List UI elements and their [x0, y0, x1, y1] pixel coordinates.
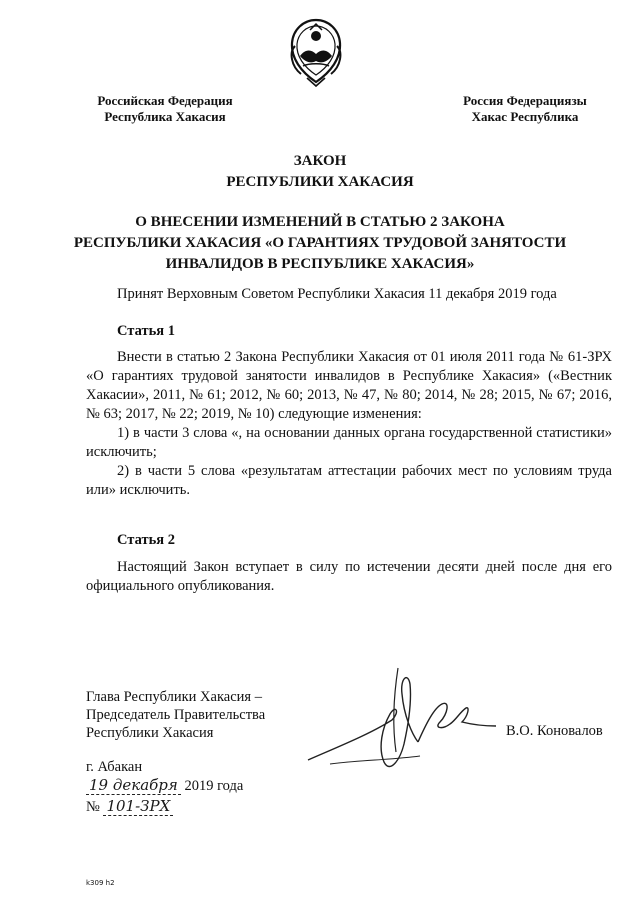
header-right	[440, 93, 610, 125]
header-right-country: Россия Федерациязы	[463, 93, 587, 108]
signer-title	[86, 688, 265, 742]
handwritten-signature	[300, 664, 500, 776]
number-sign: №	[86, 799, 100, 815]
law-number	[86, 797, 173, 816]
signer-title-line2: Председатель Правительства	[86, 707, 266, 723]
document-title-line2: РЕСПУБЛИКИ ХАКАСИЯ	[226, 174, 414, 190]
place-of-signing: г. Абакан	[86, 759, 143, 775]
header-left-region: Республика Хакасия	[104, 109, 226, 124]
article-2-body	[86, 558, 612, 596]
law-subject-line2: РЕСПУБЛИКИ ХАКАСИЯ «О ГАРАНТИЯХ ТРУДОВОЙ ЗАНЯТОСТИ	[73, 235, 567, 251]
handwritten-number: 101-ЗРХ	[103, 797, 173, 816]
article-1-heading: Статья 1	[117, 323, 175, 339]
signer-title-line1: Глава Республики Хакасия –	[86, 689, 262, 705]
article-2-heading: Статья 2	[117, 532, 175, 548]
article-1-item-1: 1) в части 3 слова «, на основании данных органа государственной статистики» исключить;	[86, 425, 612, 460]
coat-of-arms-emblem	[283, 16, 349, 88]
date-year: 2019 года	[184, 778, 244, 794]
document-title	[40, 151, 600, 193]
header-right-region: Хакас Республика	[471, 109, 579, 124]
law-subject-line3: ИНВАЛИДОВ В РЕСПУБЛИКЕ ХАКАСИЯ»	[165, 256, 475, 272]
law-subject-line1: О ВНЕСЕНИИ ИЗМЕНЕНИЙ В СТАТЬЮ 2 ЗАКОНА	[135, 214, 505, 230]
document-code: k309 h2	[86, 879, 115, 887]
signing-date	[86, 776, 243, 795]
header-left	[80, 93, 250, 125]
header-left-country: Российская Федерация	[97, 93, 233, 108]
law-subject	[40, 212, 600, 275]
signer-title-line3: Республики Хакасия	[86, 725, 214, 741]
article-2-text: Настоящий Закон вступает в силу по истечении десяти дней после дня его официального опубликования.	[86, 559, 612, 594]
article-1-body	[86, 348, 612, 500]
signer-name: В.О. Коновалов	[506, 723, 603, 739]
handwritten-date: 19 декабря	[86, 776, 181, 795]
article-1-item-2: 2) в части 5 слова «результатам аттестации рабочих мест по условиям труда или» исключить.	[86, 463, 612, 498]
adoption-statement: Принят Верховным Советом Республики Хакасия 11 декабря 2019 года	[117, 286, 557, 302]
article-1-intro: Внести в статью 2 Закона Республики Хакасия от 01 июля 2011 года № 61-ЗРХ «О гарантиях трудовой занятости инвалидов в Республике Хакасия» («Вестник Хакасии», 2011, № 61; 2012, № 60; 2013, № 47, № 80; 2014, № 28; 2015, № 67; 2016, № 63; 2017, № 22; 2019, № 10) следующие изменения:	[86, 349, 612, 422]
document-title-line1: ЗАКОН	[293, 153, 347, 169]
